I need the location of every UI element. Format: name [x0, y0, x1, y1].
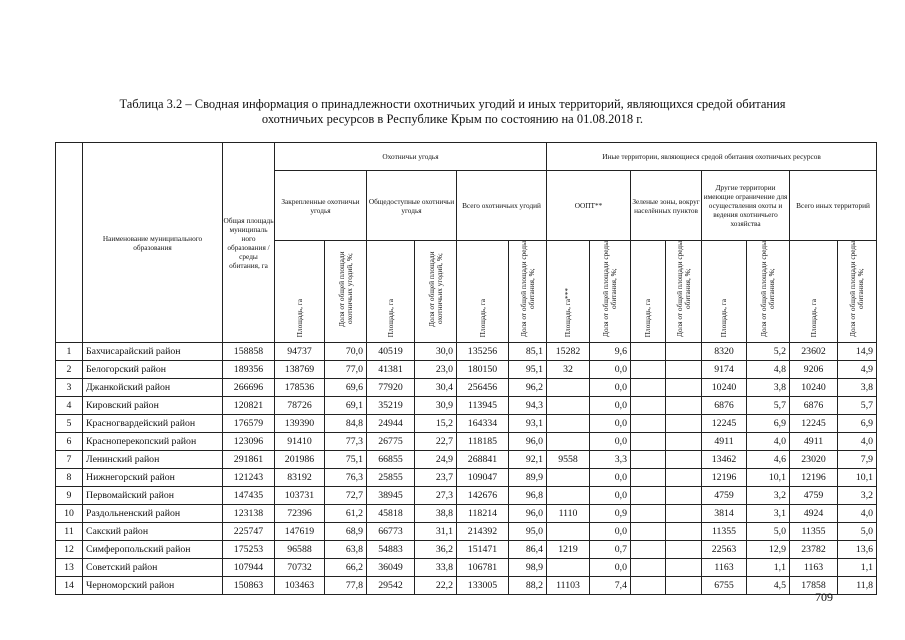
oopt-area-cell [547, 469, 590, 487]
oopt-share-cell: 0,0 [590, 379, 631, 397]
public-area-cell: 45818 [367, 505, 415, 523]
green-zone-share-cell [666, 469, 702, 487]
row-number-cell: 3 [56, 379, 83, 397]
header-total-area: Общая площадь муниципаль ного образования /среды обитания, га [223, 143, 275, 343]
row-number-cell: 2 [56, 361, 83, 379]
green-zone-share-cell [666, 415, 702, 433]
oopt-share-cell: 0,0 [590, 397, 631, 415]
green-zone-area-cell [631, 343, 666, 361]
all-hunting-area-cell: 133005 [457, 577, 509, 595]
district-name-cell: Раздольненский район [83, 505, 223, 523]
all-hunting-area-cell: 106781 [457, 559, 509, 577]
restricted-area-cell: 12196 [702, 469, 747, 487]
oopt-area-cell: 1219 [547, 541, 590, 559]
all-other-area-cell: 1163 [790, 559, 838, 577]
assigned-share-cell: 69,6 [325, 379, 367, 397]
header-other-territories: Иные территории, являющиеся средой обитания охотничьих ресурсов [547, 143, 877, 171]
header-green-zones: Зеленые зоны, вокруг населённых пунктов [631, 171, 702, 241]
restricted-share-cell: 6,9 [747, 415, 790, 433]
table-row [56, 559, 877, 577]
all-hunting-share-cell: 92,1 [509, 451, 547, 469]
public-share-cell: 22,7 [415, 433, 457, 451]
all-other-area-cell: 4911 [790, 433, 838, 451]
all-hunting-share-cell: 94,3 [509, 397, 547, 415]
public-share-cell: 36,2 [415, 541, 457, 559]
oopt-area-cell [547, 379, 590, 397]
public-share-cell: 15,2 [415, 415, 457, 433]
public-share-cell: 38,8 [415, 505, 457, 523]
green-zone-area-cell [631, 361, 666, 379]
assigned-area-cell: 94737 [275, 343, 325, 361]
all-hunting-area-cell: 118214 [457, 505, 509, 523]
all-other-share-cell: 6,9 [838, 415, 877, 433]
public-area-cell: 66855 [367, 451, 415, 469]
public-area-cell: 40519 [367, 343, 415, 361]
total-area-cell: 175253 [223, 541, 275, 559]
all-other-share-cell: 7,9 [838, 451, 877, 469]
subheader-share: Доля от общей площади охотничьих угодий, %; [415, 241, 457, 343]
assigned-share-cell: 76,3 [325, 469, 367, 487]
all-hunting-share-cell: 89,9 [509, 469, 547, 487]
assigned-share-cell: 61,2 [325, 505, 367, 523]
total-area-cell: 189356 [223, 361, 275, 379]
restricted-area-cell: 22563 [702, 541, 747, 559]
all-other-share-cell: 4,0 [838, 433, 877, 451]
restricted-area-cell: 12245 [702, 415, 747, 433]
total-area-cell: 291861 [223, 451, 275, 469]
district-name-cell: Советский район [83, 559, 223, 577]
header-oopt: ООПТ** [547, 171, 631, 241]
table-row [56, 379, 877, 397]
district-name-cell: Джанкойский район [83, 379, 223, 397]
assigned-area-cell: 147619 [275, 523, 325, 541]
all-hunting-share-cell: 93,1 [509, 415, 547, 433]
public-area-cell: 41381 [367, 361, 415, 379]
restricted-share-cell: 1,1 [747, 559, 790, 577]
total-area-cell: 266696 [223, 379, 275, 397]
table-row [56, 541, 877, 559]
restricted-area-cell: 13462 [702, 451, 747, 469]
public-share-cell: 22,2 [415, 577, 457, 595]
assigned-area-cell: 139390 [275, 415, 325, 433]
header-all-hunting-grounds: Всего охотничьих угодий [457, 171, 547, 241]
green-zone-area-cell [631, 487, 666, 505]
subheader-share: Доля от общей площади среды обитания, %; [838, 241, 877, 343]
assigned-share-cell: 70,0 [325, 343, 367, 361]
subheader-share: Доля от общей площади среды обитания, %; [666, 241, 702, 343]
assigned-share-cell: 68,9 [325, 523, 367, 541]
oopt-share-cell: 0,7 [590, 541, 631, 559]
oopt-share-cell: 0,9 [590, 505, 631, 523]
table-row [56, 415, 877, 433]
district-name-cell: Черноморский район [83, 577, 223, 595]
table-row [56, 505, 877, 523]
restricted-area-cell: 4759 [702, 487, 747, 505]
all-hunting-share-cell: 95,1 [509, 361, 547, 379]
total-area-cell: 150863 [223, 577, 275, 595]
public-share-cell: 30,4 [415, 379, 457, 397]
restricted-share-cell: 4,5 [747, 577, 790, 595]
restricted-area-cell: 6876 [702, 397, 747, 415]
green-zone-area-cell [631, 541, 666, 559]
assigned-share-cell: 66,2 [325, 559, 367, 577]
assigned-share-cell: 77,8 [325, 577, 367, 595]
green-zone-share-cell [666, 523, 702, 541]
public-share-cell: 31,1 [415, 523, 457, 541]
oopt-area-cell [547, 559, 590, 577]
all-hunting-area-cell: 135256 [457, 343, 509, 361]
restricted-share-cell: 5,0 [747, 523, 790, 541]
all-other-area-cell: 4924 [790, 505, 838, 523]
assigned-share-cell: 75,1 [325, 451, 367, 469]
restricted-area-cell: 10240 [702, 379, 747, 397]
all-other-area-cell: 6876 [790, 397, 838, 415]
assigned-area-cell: 201986 [275, 451, 325, 469]
public-area-cell: 25855 [367, 469, 415, 487]
public-area-cell: 36049 [367, 559, 415, 577]
assigned-share-cell: 63,8 [325, 541, 367, 559]
all-hunting-share-cell: 96,8 [509, 487, 547, 505]
oopt-share-cell: 7,4 [590, 577, 631, 595]
table-title-line-2: охотничьих ресурсов в Республике Крым по состоянию на 01.08.2018 г. [261, 112, 644, 126]
district-name-cell: Ленинский район [83, 451, 223, 469]
row-number-cell: 13 [56, 559, 83, 577]
oopt-area-cell [547, 415, 590, 433]
total-area-cell: 147435 [223, 487, 275, 505]
oopt-area-cell [547, 487, 590, 505]
oopt-area-cell [547, 397, 590, 415]
all-other-share-cell: 14,9 [838, 343, 877, 361]
all-other-share-cell: 4,0 [838, 505, 877, 523]
restricted-share-cell: 3,2 [747, 487, 790, 505]
total-area-cell: 123096 [223, 433, 275, 451]
district-name-cell: Нижнегорский район [83, 469, 223, 487]
oopt-area-cell: 11103 [547, 577, 590, 595]
public-area-cell: 38945 [367, 487, 415, 505]
header-other-restricted: Другие территории имеющие ограничение для осуществления охоты и ведения охотничьего хозяйства [702, 171, 790, 241]
all-hunting-share-cell: 88,2 [509, 577, 547, 595]
all-hunting-area-cell: 164334 [457, 415, 509, 433]
all-hunting-area-cell: 142676 [457, 487, 509, 505]
green-zone-share-cell [666, 379, 702, 397]
restricted-share-cell: 12,9 [747, 541, 790, 559]
public-area-cell: 77920 [367, 379, 415, 397]
restricted-share-cell: 4,0 [747, 433, 790, 451]
all-other-share-cell: 5,7 [838, 397, 877, 415]
green-zone-area-cell [631, 433, 666, 451]
all-other-area-cell: 23602 [790, 343, 838, 361]
total-area-cell: 120821 [223, 397, 275, 415]
assigned-share-cell: 72,7 [325, 487, 367, 505]
all-hunting-area-cell: 214392 [457, 523, 509, 541]
restricted-area-cell: 3814 [702, 505, 747, 523]
all-other-area-cell: 12245 [790, 415, 838, 433]
row-number-cell: 4 [56, 397, 83, 415]
restricted-area-cell: 8320 [702, 343, 747, 361]
oopt-share-cell: 0,0 [590, 487, 631, 505]
restricted-share-cell: 3,1 [747, 505, 790, 523]
public-area-cell: 26775 [367, 433, 415, 451]
row-number-cell: 6 [56, 433, 83, 451]
subheader-share: Доля от общей площади среды обитания, %; [590, 241, 631, 343]
assigned-area-cell: 138769 [275, 361, 325, 379]
table-row [56, 433, 877, 451]
total-area-cell: 176579 [223, 415, 275, 433]
all-hunting-area-cell: 268841 [457, 451, 509, 469]
green-zone-share-cell [666, 397, 702, 415]
restricted-area-cell: 1163 [702, 559, 747, 577]
all-hunting-area-cell: 151471 [457, 541, 509, 559]
public-share-cell: 23,0 [415, 361, 457, 379]
green-zone-share-cell [666, 487, 702, 505]
district-name-cell: Сакский район [83, 523, 223, 541]
table-row [56, 577, 877, 595]
oopt-share-cell: 0,0 [590, 415, 631, 433]
green-zone-area-cell [631, 559, 666, 577]
green-zone-share-cell [666, 343, 702, 361]
table-row [56, 397, 877, 415]
oopt-area-cell: 9558 [547, 451, 590, 469]
oopt-share-cell: 0,0 [590, 469, 631, 487]
table-row [56, 451, 877, 469]
district-name-cell: Бахчисарайский район [83, 343, 223, 361]
oopt-area-cell: 1110 [547, 505, 590, 523]
public-share-cell: 27,3 [415, 487, 457, 505]
all-hunting-share-cell: 96,2 [509, 379, 547, 397]
header-assigned-grounds: Закрепленные охотничьи угодья [275, 171, 367, 241]
total-area-cell: 121243 [223, 469, 275, 487]
green-zone-area-cell [631, 469, 666, 487]
all-other-share-cell: 13,6 [838, 541, 877, 559]
assigned-area-cell: 70732 [275, 559, 325, 577]
green-zone-share-cell [666, 505, 702, 523]
restricted-area-cell: 9174 [702, 361, 747, 379]
district-name-cell: Красноперекопский район [83, 433, 223, 451]
oopt-area-cell [547, 433, 590, 451]
assigned-share-cell: 77,0 [325, 361, 367, 379]
restricted-area-cell: 4911 [702, 433, 747, 451]
green-zone-area-cell [631, 577, 666, 595]
assigned-share-cell: 69,1 [325, 397, 367, 415]
green-zone-area-cell [631, 505, 666, 523]
page-number: 709 [815, 590, 833, 604]
restricted-share-cell: 5,7 [747, 397, 790, 415]
green-zone-area-cell [631, 523, 666, 541]
all-hunting-share-cell: 96,0 [509, 505, 547, 523]
subheader-area: Площадь, га [790, 241, 838, 343]
assigned-area-cell: 72396 [275, 505, 325, 523]
restricted-area-cell: 11355 [702, 523, 747, 541]
public-area-cell: 66773 [367, 523, 415, 541]
all-other-share-cell: 3,8 [838, 379, 877, 397]
all-other-share-cell: 1,1 [838, 559, 877, 577]
assigned-share-cell: 84,8 [325, 415, 367, 433]
oopt-area-cell: 15282 [547, 343, 590, 361]
all-other-share-cell: 10,1 [838, 469, 877, 487]
oopt-share-cell: 0,0 [590, 361, 631, 379]
public-share-cell: 24,9 [415, 451, 457, 469]
assigned-share-cell: 77,3 [325, 433, 367, 451]
restricted-share-cell: 10,1 [747, 469, 790, 487]
public-area-cell: 54883 [367, 541, 415, 559]
all-hunting-area-cell: 118185 [457, 433, 509, 451]
table-body [56, 343, 877, 595]
row-number-cell: 14 [56, 577, 83, 595]
district-name-cell: Симферопольский район [83, 541, 223, 559]
green-zone-share-cell [666, 577, 702, 595]
row-number-cell: 9 [56, 487, 83, 505]
all-other-area-cell: 23782 [790, 541, 838, 559]
public-share-cell: 30,9 [415, 397, 457, 415]
oopt-area-cell: 32 [547, 361, 590, 379]
row-number-cell: 5 [56, 415, 83, 433]
all-hunting-share-cell: 95,0 [509, 523, 547, 541]
total-area-cell: 123138 [223, 505, 275, 523]
all-hunting-area-cell: 109047 [457, 469, 509, 487]
public-area-cell: 35219 [367, 397, 415, 415]
header-number-cell [56, 143, 83, 343]
subheader-area: Площадь, га [457, 241, 509, 343]
assigned-area-cell: 78726 [275, 397, 325, 415]
public-share-cell: 23,7 [415, 469, 457, 487]
subheader-area-oopt: Площадь, га*** [547, 241, 590, 343]
subheader-share: Доля от общей площади среды обитания, %; [747, 241, 790, 343]
assigned-area-cell: 96588 [275, 541, 325, 559]
district-name-cell: Красногвардейский район [83, 415, 223, 433]
public-share-cell: 30,0 [415, 343, 457, 361]
assigned-area-cell: 83192 [275, 469, 325, 487]
all-other-area-cell: 10240 [790, 379, 838, 397]
restricted-share-cell: 3,8 [747, 379, 790, 397]
oopt-area-cell [547, 523, 590, 541]
green-zone-share-cell [666, 361, 702, 379]
subheader-area: Площадь, га [275, 241, 325, 343]
public-area-cell: 29542 [367, 577, 415, 595]
assigned-area-cell: 103463 [275, 577, 325, 595]
all-hunting-area-cell: 180150 [457, 361, 509, 379]
all-other-area-cell: 17858 [790, 577, 838, 595]
table-row [56, 487, 877, 505]
all-hunting-share-cell: 85,1 [509, 343, 547, 361]
oopt-share-cell: 0,0 [590, 523, 631, 541]
all-other-area-cell: 12196 [790, 469, 838, 487]
green-zone-share-cell [666, 433, 702, 451]
district-name-cell: Кировский район [83, 397, 223, 415]
subheader-share: Доля от общей площади среды обитания, %; [509, 241, 547, 343]
assigned-area-cell: 178536 [275, 379, 325, 397]
public-area-cell: 24944 [367, 415, 415, 433]
all-hunting-area-cell: 256456 [457, 379, 509, 397]
green-zone-share-cell [666, 451, 702, 469]
row-number-cell: 11 [56, 523, 83, 541]
all-other-share-cell: 3,2 [838, 487, 877, 505]
district-name-cell: Белогорский район [83, 361, 223, 379]
green-zone-area-cell [631, 397, 666, 415]
oopt-share-cell: 0,0 [590, 433, 631, 451]
all-other-share-cell: 11,8 [838, 577, 877, 595]
total-area-cell: 225747 [223, 523, 275, 541]
header-public-grounds: Общедоступные охотничьи угодья [367, 171, 457, 241]
oopt-share-cell: 3,3 [590, 451, 631, 469]
all-other-area-cell: 4759 [790, 487, 838, 505]
all-hunting-share-cell: 96,0 [509, 433, 547, 451]
restricted-area-cell: 6755 [702, 577, 747, 595]
subheader-area: Площадь, га [702, 241, 747, 343]
district-name-cell: Первомайский район [83, 487, 223, 505]
restricted-share-cell: 5,2 [747, 343, 790, 361]
green-zone-area-cell [631, 379, 666, 397]
green-zone-area-cell [631, 451, 666, 469]
all-other-area-cell: 23020 [790, 451, 838, 469]
subheader-area: Площадь, га [367, 241, 415, 343]
all-hunting-share-cell: 86,4 [509, 541, 547, 559]
header-name: Наименование муниципального образования [83, 143, 223, 343]
table-title-line-1: Таблица 3.2 – Сводная информация о принадлежности охотничьих угодий и иных территорий, являющихся средой обитания [119, 97, 786, 111]
table-row [56, 361, 877, 379]
header-all-other-territories: Всего иных территорий [790, 171, 877, 241]
row-number-cell: 8 [56, 469, 83, 487]
all-other-share-cell: 5,0 [838, 523, 877, 541]
all-other-area-cell: 11355 [790, 523, 838, 541]
row-number-cell: 12 [56, 541, 83, 559]
table-row [56, 343, 877, 361]
oopt-share-cell: 9,6 [590, 343, 631, 361]
row-number-cell: 10 [56, 505, 83, 523]
restricted-share-cell: 4,8 [747, 361, 790, 379]
all-hunting-share-cell: 98,9 [509, 559, 547, 577]
summary-table [55, 142, 877, 595]
row-number-cell: 1 [56, 343, 83, 361]
all-hunting-area-cell: 113945 [457, 397, 509, 415]
public-share-cell: 33,8 [415, 559, 457, 577]
row-number-cell: 7 [56, 451, 83, 469]
subheader-area: Площадь, га [631, 241, 666, 343]
all-other-area-cell: 9206 [790, 361, 838, 379]
all-other-share-cell: 4,9 [838, 361, 877, 379]
restricted-share-cell: 4,6 [747, 451, 790, 469]
table-row [56, 523, 877, 541]
assigned-area-cell: 103731 [275, 487, 325, 505]
header-hunting-grounds: Охотничьи угодья [275, 143, 547, 171]
green-zone-share-cell [666, 559, 702, 577]
total-area-cell: 158858 [223, 343, 275, 361]
subheader-share: Доля от общей площади охотничьих угодий, %; [325, 241, 367, 343]
total-area-cell: 107944 [223, 559, 275, 577]
green-zone-share-cell [666, 541, 702, 559]
oopt-share-cell: 0,0 [590, 559, 631, 577]
table-row [56, 469, 877, 487]
assigned-area-cell: 91410 [275, 433, 325, 451]
green-zone-area-cell [631, 415, 666, 433]
